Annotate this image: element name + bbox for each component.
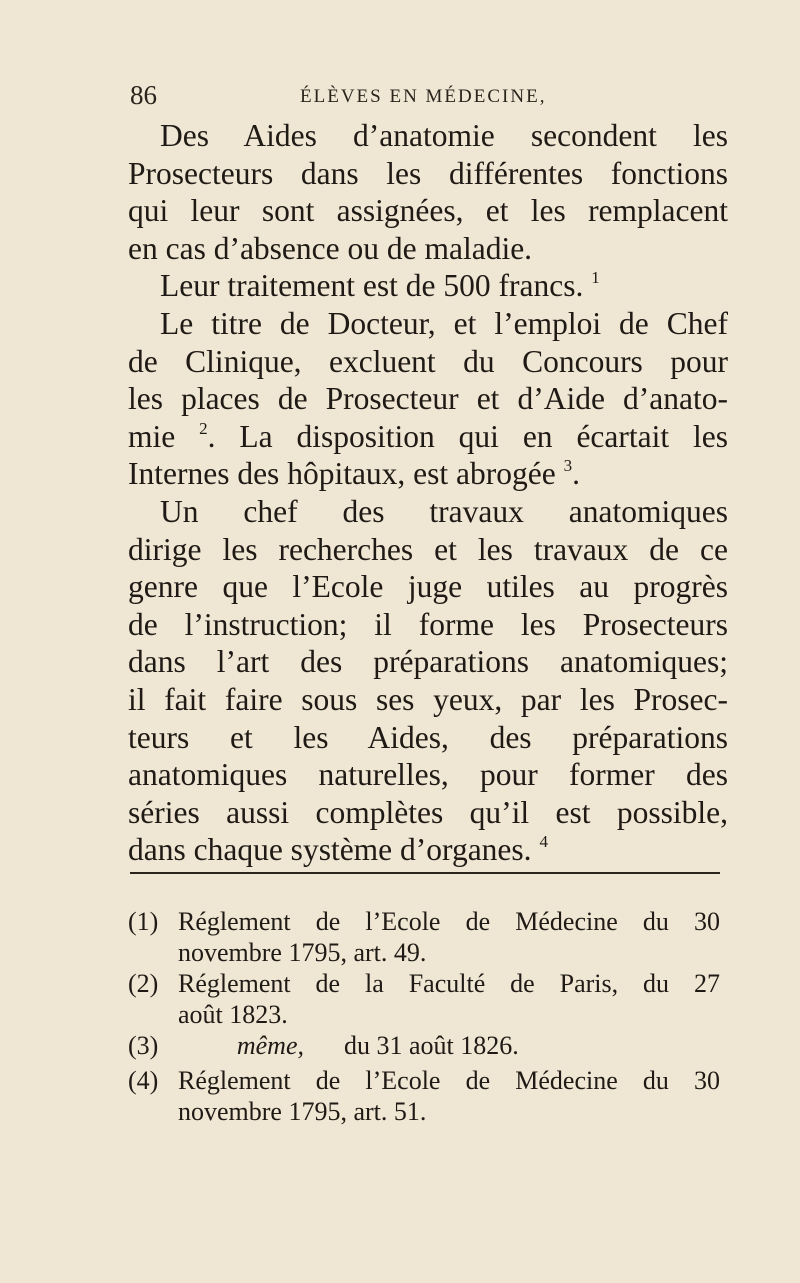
note-ref: 4 [539, 832, 548, 852]
text-line: les places de Prosecteur et d’Aide d’anato- [128, 381, 728, 417]
footnote-text: du 31 août 1826. [344, 1031, 519, 1060]
footnote-text: novembre 1795, art. 49. [178, 938, 427, 967]
note-ref: 3 [563, 456, 573, 476]
text-line: en cas d’absence ou de maladie. [128, 230, 533, 266]
text-line: il fait faire sous ses yeux, par les Prosec- [128, 681, 728, 717]
footnote [128, 1030, 720, 1061]
footnote-rule [130, 872, 720, 874]
footnote-text: Réglement de la Faculté de Paris, du 27 [178, 969, 720, 998]
text-line: Des Aides d’anatomie secondent les [160, 118, 728, 153]
running-head: ÉLÈVES EN MÉDECINE, [300, 86, 547, 107]
footnote [128, 968, 720, 1030]
footnote-text: Réglement de l’Ecole de Médecine du 30 [178, 1066, 720, 1095]
footnote [128, 1065, 720, 1127]
note-ref: 1 [591, 268, 600, 288]
text-line: dirige les recherches et les travaux de ce [128, 531, 728, 567]
text-line: anatomiques naturelles, pour former des [128, 757, 728, 793]
text-line: Prosecteurs dans les différentes fonctions [128, 155, 728, 191]
footnote-text: novembre 1795, art. 51. [178, 1097, 427, 1126]
text-line: Internes des hôpitaux, est abrogée $^3$. [128, 456, 580, 492]
text-line: Le titre de Docteur, et l’emploi de Chef [160, 305, 728, 341]
text-line: genre que l’Ecole juge utiles au progrès [128, 569, 728, 605]
note-ref: 2 [199, 418, 208, 438]
text-line: qui leur sont assignées, et les remplacent [128, 193, 728, 229]
footnote-text: août 1823. [178, 1000, 288, 1029]
text-line: de Clinique, excluent du Concours pour [128, 343, 728, 379]
text-line: dans chaque système d’organes. $^4$ [128, 832, 548, 868]
footnote-marker: (3) [128, 1031, 159, 1060]
footnote-marker: (1) [128, 907, 159, 936]
text-line: teurs et les Aides, des préparations [128, 719, 728, 755]
footnote [128, 906, 720, 968]
footnote-text: Réglement de l’Ecole de Médecine du 30 [178, 907, 720, 936]
footnotes [128, 906, 720, 1127]
text-line: dans l’art des préparations anatomiques; [128, 644, 728, 680]
text-line: mie $^2$. La disposition qui en écartait les [128, 418, 728, 454]
text-line: séries aussi complètes qu’il est possible, [128, 794, 728, 830]
footnote-marker: (2) [128, 969, 159, 998]
page-header [130, 80, 730, 116]
text-line: de l’instruction; il forme les Prosecteurs [128, 606, 728, 642]
footnote-marker: (4) [128, 1066, 159, 1095]
text-line: Leur traitement est de 500 francs. $^1$ [160, 268, 600, 304]
footnote-text: même, [236, 1031, 304, 1060]
body-text [128, 117, 728, 869]
text-line: Un chef des travaux anatomiques [160, 493, 728, 529]
page-number: 86 [130, 80, 157, 110]
